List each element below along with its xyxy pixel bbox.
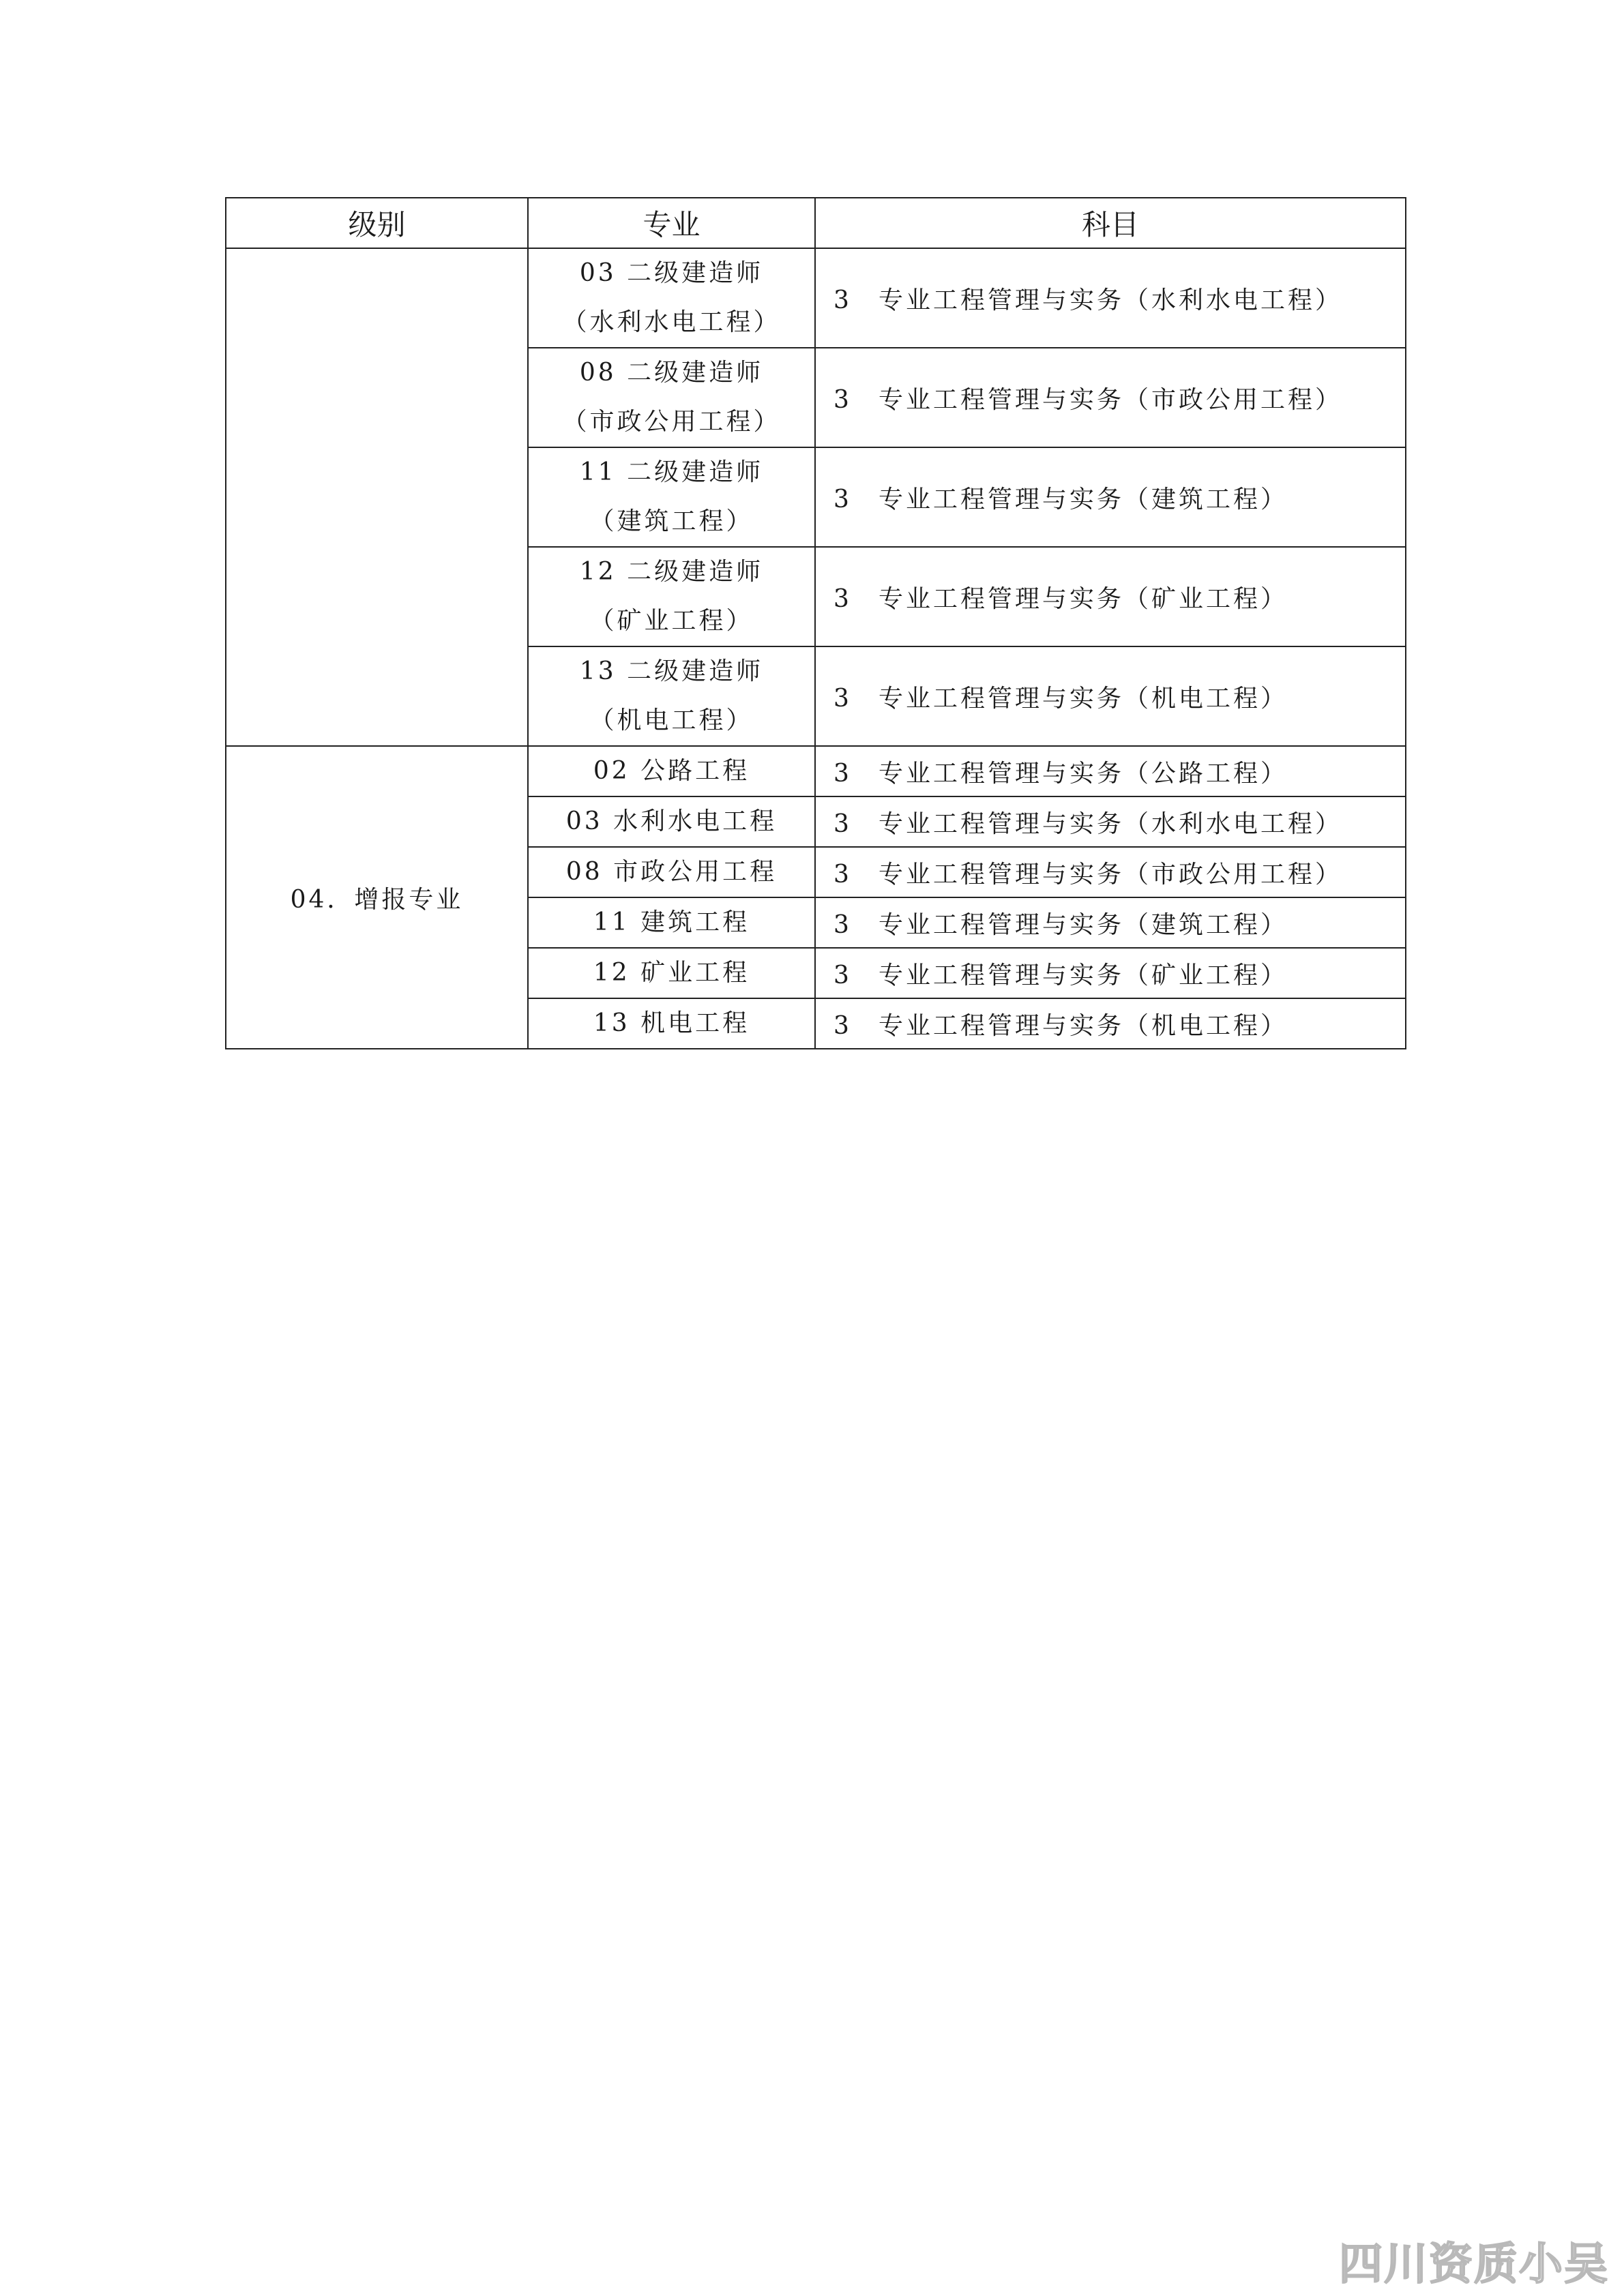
major-line: （矿业工程） — [589, 607, 754, 635]
watermark: 四川资质小吴 — [1339, 2239, 1609, 2290]
subject-number: 3 — [833, 385, 852, 414]
subject-number: 3 — [833, 286, 852, 314]
subject-text: 专业工程管理与实务（建筑工程） — [879, 485, 1288, 513]
major-line: 13 二级建造师 — [579, 657, 764, 685]
subject-number: 3 — [833, 961, 852, 989]
subject-number: 3 — [833, 759, 852, 788]
subject-text: 专业工程管理与实务（机电工程） — [879, 1011, 1288, 1040]
subject-cell — [815, 547, 1406, 646]
subject-text: 专业工程管理与实务（水利水电工程） — [879, 286, 1343, 314]
subject-cell — [815, 796, 1406, 847]
subject-text: 专业工程管理与实务（市政公用工程） — [879, 385, 1343, 414]
major-cell — [528, 547, 815, 646]
major-line: 12 二级建造师 — [579, 558, 764, 586]
major-cell — [528, 646, 815, 746]
header-level: 级别 — [226, 198, 528, 248]
subject-cell — [815, 998, 1406, 1049]
subject-number: 3 — [833, 910, 852, 939]
subject-number: 3 — [833, 860, 852, 889]
subject-cell — [815, 447, 1406, 547]
subject-cell — [815, 948, 1406, 998]
subject-cell — [815, 746, 1406, 796]
major-line: 03 二级建造师 — [579, 259, 764, 287]
major-cell — [528, 348, 815, 447]
subject-cell — [815, 847, 1406, 897]
subject-number: 3 — [833, 485, 852, 513]
major-cell: 11 建筑工程 — [528, 897, 815, 948]
subject-text: 专业工程管理与实务（矿业工程） — [879, 584, 1288, 613]
subject-cell — [815, 897, 1406, 948]
major-line: （机电工程） — [589, 706, 754, 734]
subject-number: 3 — [833, 809, 852, 838]
major-line: （建筑工程） — [589, 507, 754, 535]
major-cell: 13 机电工程 — [528, 998, 815, 1049]
subject-cell — [815, 248, 1406, 348]
table-row — [226, 248, 1406, 348]
major-line: 11 二级建造师 — [579, 458, 764, 486]
subject-text: 专业工程管理与实务（机电工程） — [879, 684, 1288, 713]
subject-cell — [815, 646, 1406, 746]
subject-text: 专业工程管理与实务（水利水电工程） — [879, 809, 1343, 838]
major-cell: 12 矿业工程 — [528, 948, 815, 998]
subject-text: 专业工程管理与实务（公路工程） — [879, 759, 1288, 788]
subject-number: 3 — [833, 1011, 852, 1040]
subject-cell — [815, 348, 1406, 447]
major-cell — [528, 447, 815, 547]
table-header-row — [226, 198, 1406, 248]
major-line: （市政公用工程） — [562, 408, 781, 436]
header-subject: 科目 — [815, 198, 1406, 248]
level-cell-group1 — [226, 248, 528, 746]
major-cell — [528, 248, 815, 348]
subject-text: 专业工程管理与实务（矿业工程） — [879, 961, 1288, 989]
header-major: 专业 — [528, 198, 815, 248]
subject-text: 专业工程管理与实务（市政公用工程） — [879, 860, 1343, 889]
subject-number: 3 — [833, 584, 852, 613]
subject-text: 专业工程管理与实务（建筑工程） — [879, 910, 1288, 939]
subject-number: 3 — [833, 684, 852, 713]
major-cell: 03 水利水电工程 — [528, 796, 815, 847]
major-line: （水利水电工程） — [562, 308, 781, 336]
major-cell: 08 市政公用工程 — [528, 847, 815, 897]
level-cell-group2: 04．增报专业 — [226, 746, 528, 1049]
table-row — [226, 746, 1406, 796]
exam-subject-table — [225, 197, 1406, 1049]
major-line: 08 二级建造师 — [579, 359, 764, 387]
major-cell: 02 公路工程 — [528, 746, 815, 796]
